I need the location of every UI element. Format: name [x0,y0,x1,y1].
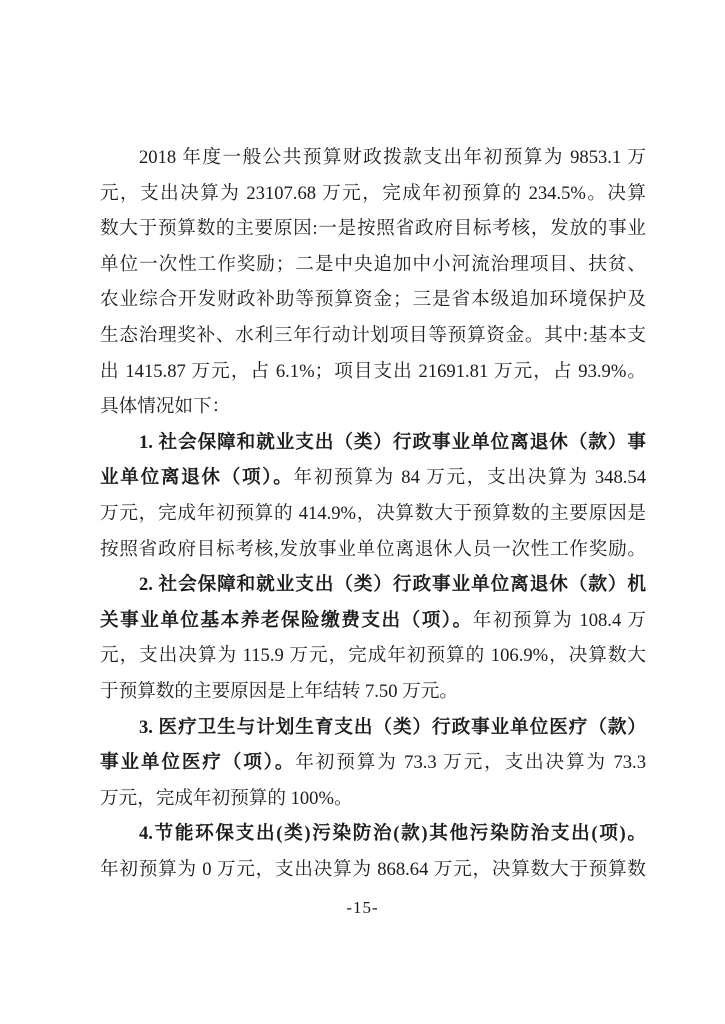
text-line [100,354,646,390]
text-line [100,318,646,354]
text-line [100,496,646,532]
paragraph-item-2 [100,567,646,709]
text-segment: 于预算数的主要原因是上年结转 7.50 万元。 [100,680,458,702]
paragraph-intro [100,140,646,425]
paragraph-item-4 [100,816,646,887]
text-segment: 年初预算为 0 万元，支出决算为 868.64 万元，决算数大于预算数 [100,858,646,880]
text-line [100,532,646,568]
heading-segment: 3. 医疗卫生与计划生育支出（类）行政事业单位医疗（款） [139,716,646,738]
text-line [100,710,646,746]
text-segment: 年初预算为 108.4 万 [472,609,646,631]
text-line [100,211,646,247]
text-segment: 年初预算为 73.3 万元，支出决算为 73.3 [295,752,646,774]
text-segment: 年初预算为 84 万元，支出决算为 348.54 [293,467,646,489]
document-body [100,140,646,887]
text-segment: 农业综合开发财政补助等预算资金；三是省本级追加环境保护及 [100,289,646,311]
heading-segment: 1. 社会保障和就业支出（类）行政事业单位离退休（款）事 [139,431,646,453]
heading-segment: 4.节能环保支出(类)污染防治(款)其他污染防治支出(项)。 [139,823,646,845]
text-line [100,674,646,710]
text-segment: 元，支出决算为 23107.68 万元，完成年初预算的 234.5%。决算 [100,182,646,204]
text-line [100,425,646,461]
text-line [100,638,646,674]
text-segment: 万元，完成年初预算的 100%。 [100,787,353,809]
text-line [100,852,646,888]
text-line [100,460,646,496]
text-segment: 具体情况如下： [100,396,231,418]
text-segment: 元，支出决算为 115.9 万元，完成年初预算的 106.9%，决算数大 [100,645,646,667]
text-line [100,745,646,781]
paragraph-item-3 [100,710,646,817]
text-segment: 按照省政府目标考核,发放事业单位离退休人员一次性工作奖励。 [100,538,646,560]
heading-segment: 关事业单位基本养老保险缴费支出（项）。 [100,609,473,631]
text-segment: 生态治理奖补、水利三年行动计划项目等预算资金。其中:基本支 [100,324,646,346]
heading-segment: 事业单位医疗（项）。 [100,752,296,774]
text-segment: 数大于预算数的主要原因:一是按照省政府目标考核，发放的事业 [100,218,646,240]
heading-segment: 业单位离退休（项）。 [100,467,294,489]
text-line [100,816,646,852]
text-line [100,247,646,283]
text-line [100,282,646,318]
text-line [100,389,646,425]
text-segment: 出 1415.87 万元，占 6.1%；项目支出 21691.81 万元，占 93.9%。 [100,360,646,382]
text-segment: 万元，完成年初预算的 414.9%，决算数大于预算数的主要原因是 [100,502,646,524]
text-line [100,603,646,639]
text-segment: 2018 年度一般公共预算财政拨款支出年初预算为 9853.1 万 [139,147,646,168]
heading-segment: 2. 社会保障和就业支出（类）行政事业单位离退休（款）机 [139,574,646,596]
text-line [100,140,646,176]
text-line [100,781,646,817]
page-number: -15- [346,898,379,917]
paragraph-item-1 [100,425,646,567]
text-segment: 单位一次性工作奖励；二是中央追加中小河流治理项目、扶贫、 [100,253,646,275]
text-line [100,176,646,212]
text-line [100,567,646,603]
